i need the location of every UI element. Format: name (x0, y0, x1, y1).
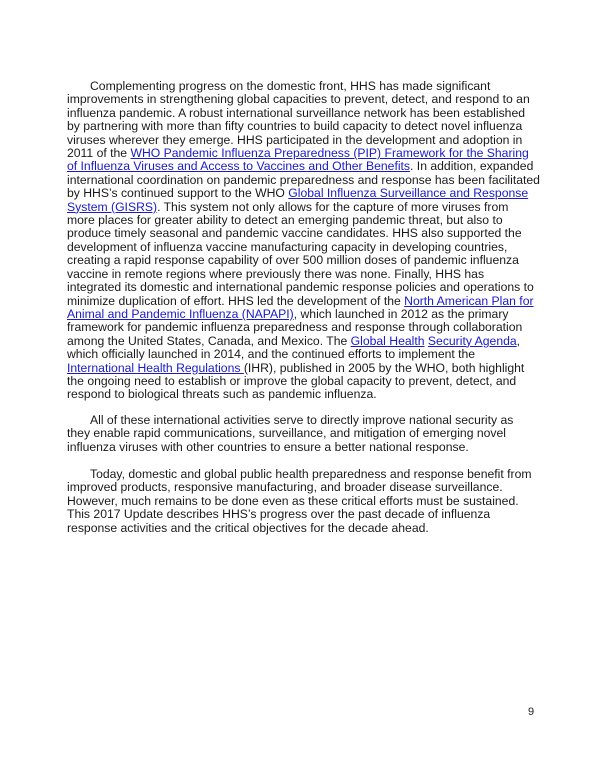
page-number: 9 (528, 706, 535, 718)
text-segment: response activities and the critical objectives for the decade ahead. (67, 520, 429, 535)
text-segment: framework for pandemic influenza preparedness and response through collaboration (67, 320, 523, 335)
text-line (67, 427, 537, 440)
text-line (67, 295, 537, 308)
text-line (67, 134, 537, 147)
text-line (67, 508, 537, 521)
text-segment: influenza pandemic. A robust international surveillance network has been established (67, 105, 525, 120)
text-segment: development of influenza vaccine manufacturing capacity in developing countries, (67, 239, 508, 254)
text-segment: viruses wherever they emerge. HHS participated in the development and adoption in (67, 132, 523, 147)
text-segment: This 2017 Update describes HHS’s progress over the past decade of influenza (67, 507, 491, 522)
text-line (67, 160, 537, 173)
text-segment: they enable rapid communications, surveillance, and mitigation of emerging novel (67, 426, 506, 441)
text-segment: minimize duplication of effort. HHS led the development of the (67, 293, 405, 308)
text-line (67, 227, 537, 240)
text-line (67, 268, 537, 281)
text-segment: respond to biological threats such as pandemic influenza. (67, 387, 377, 402)
text-line (67, 335, 537, 348)
text-segment: vaccine in remote regions where previously there was none. Finally, HHS has (67, 266, 485, 281)
text-line (67, 522, 537, 535)
text-line (67, 362, 537, 375)
text-segment: improved products, responsive manufacturing, and broader disease surveillance. (67, 480, 503, 495)
text-segment: Complementing progress on the domestic front, HHS has made significant (90, 79, 491, 93)
hyperlink[interactable]: of Influenza Viruses and Access to Vaccines and Other Benefits (67, 159, 411, 174)
text-segment: by HHS’s continued support to the WHO (67, 186, 289, 201)
text-line (67, 495, 537, 508)
text-segment: integrated its domestic and international pandemic response policies and operations to (67, 280, 534, 295)
text-segment: the ongoing need to establish or improve the global capacity to prevent, detect, and (67, 373, 517, 388)
text-segment: All of these international activities serve to directly improve national security as (90, 413, 514, 427)
text-segment: (IHR), published in 2005 by the WHO, both highlight (243, 360, 525, 375)
text-line (67, 187, 537, 200)
text-segment: 2011 of the (67, 146, 131, 161)
hyperlink[interactable]: North American Plan for (404, 293, 534, 308)
text-segment: creating a rapid response capability of over 500 million doses of pandemic influenza (67, 253, 519, 268)
text-line (67, 348, 537, 361)
text-segment: , (516, 333, 521, 348)
text-line (67, 281, 537, 294)
text-segment: more places for greater ability to detect an emerging pandemic threat, but also to (67, 213, 503, 228)
hyperlink[interactable]: System (GISRS) (67, 199, 158, 214)
text-line (67, 481, 537, 494)
paragraph-2017-update (67, 468, 537, 535)
text-segment: , which launched in 2012 as the primary (293, 306, 509, 321)
hyperlink[interactable]: International Health Regulations (67, 360, 244, 375)
text-line (67, 107, 537, 120)
hyperlink[interactable]: Global Health (350, 333, 425, 348)
hyperlink[interactable]: WHO Pandemic Influenza Preparedness (PIP) Framework for the Sharing (130, 146, 529, 161)
text-line (67, 414, 537, 427)
text-segment: by partnering with more than fifty countries to build capacity to detect novel influenza (67, 119, 523, 134)
paragraph-national-security (67, 414, 537, 454)
text-line (67, 441, 537, 454)
text-line (67, 308, 537, 321)
text-segment: produce timely seasonal and pandemic vaccine candidates. HHS also supported the (67, 226, 522, 241)
text-line (67, 254, 537, 267)
text-segment: . In addition, expanded (410, 159, 534, 174)
text-line (67, 201, 537, 214)
text-segment: . This system not only allows for the capture of more viruses from (157, 199, 509, 214)
text-segment: influenza viruses with other countries to ensure a better national response. (67, 439, 469, 454)
text-line (67, 147, 537, 160)
hyperlink[interactable]: Security Agenda (427, 333, 517, 348)
text-line (67, 172, 540, 187)
text-line (67, 241, 537, 254)
text-segment: Today, domestic and global public health preparedness and response benefit from (90, 467, 532, 481)
text-segment: among the United States, Canada, and Mexico. The (67, 333, 351, 348)
hyperlink[interactable]: Animal and Pandemic Influenza (NAPAPI) (67, 306, 294, 321)
text-line (67, 468, 537, 481)
text-line (67, 80, 537, 93)
text-segment: However, much remains to be done even as these critical efforts must be sustained. (67, 493, 519, 508)
text-line (67, 214, 537, 227)
text-line (67, 93, 537, 106)
text-segment: international coordination on pandemic preparedness and response has been facilitated (67, 172, 540, 187)
text-line (67, 120, 537, 133)
text-segment: improvements in strengthening global capacities to prevent, detect, and respond to an (67, 92, 530, 107)
text-line (67, 321, 537, 334)
text-segment: which officially launched in 2014, and the continued efforts to implement the (67, 347, 476, 362)
hyperlink[interactable]: Global Influenza Surveillance and Response (288, 186, 529, 201)
text-line (67, 375, 537, 388)
text-line (67, 388, 537, 401)
paragraph-international-progress (67, 79, 540, 402)
